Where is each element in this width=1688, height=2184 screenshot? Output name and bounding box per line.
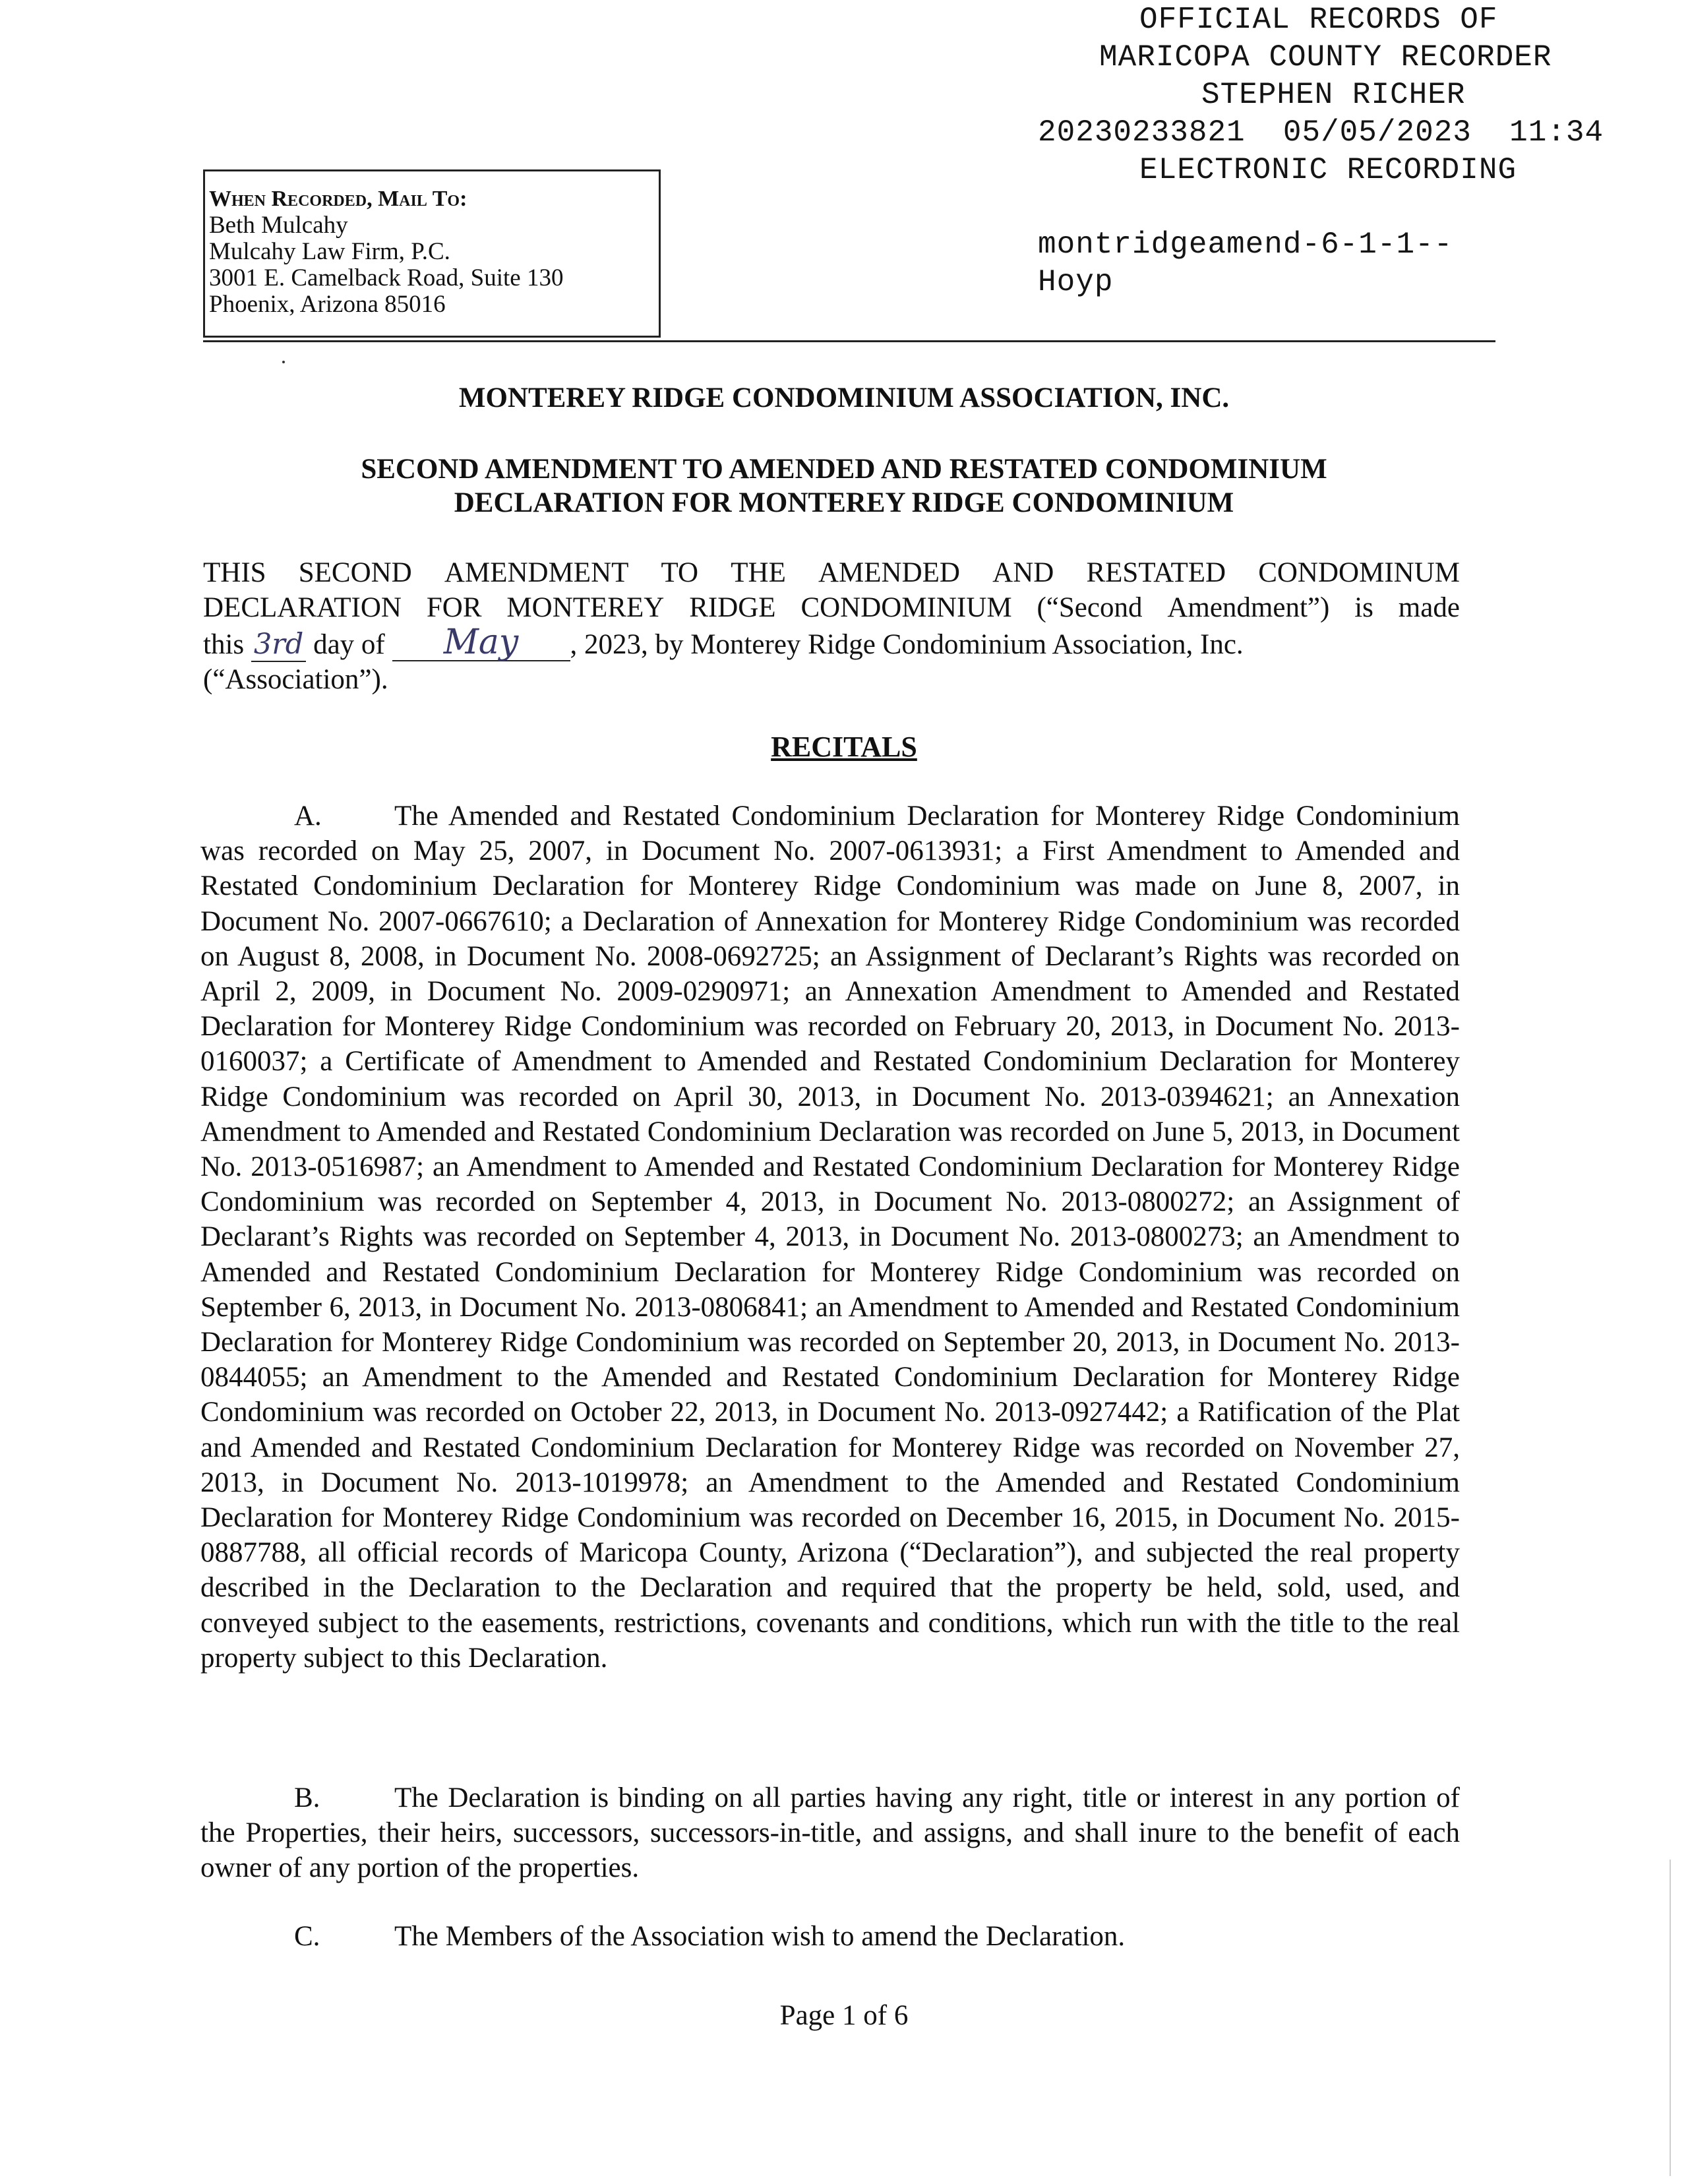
document-title-line-2: DECLARATION FOR MONTEREY RIDGE CONDOMINIUM [454, 487, 1234, 518]
intro-word: RIDGE [689, 592, 776, 623]
intro-line-1 [203, 555, 1460, 590]
stamp-line-3: STEPHEN RICHER [1201, 78, 1466, 112]
association-title: MONTEREY RIDGE CONDOMINIUM ASSOCIATION, INC. [458, 382, 1230, 413]
intro-word: TO [661, 557, 699, 588]
intro-line-2 [203, 590, 1460, 625]
file-reference-1: montridgeamend-6-1-1-- [1038, 228, 1453, 262]
recital-c-marker: C. [294, 1921, 320, 1952]
intro-word: FOR [426, 592, 482, 623]
recital-c [200, 1919, 1460, 1954]
document-title-line-1: SECOND AMENDMENT TO AMENDED AND RESTATED CONDOMINIUM [361, 454, 1327, 485]
intro-year-party: , 2023, by Monterey Ridge Condominium Association, Inc. [570, 629, 1244, 660]
intro-word: AMENDMENT [444, 557, 629, 588]
mail-to-firm: Mulcahy Law Firm, P.C. [209, 238, 450, 265]
scan-edge-mark [1670, 1860, 1671, 2176]
intro-word: AMENDED [818, 557, 960, 588]
intro-word: DECLARATION [203, 592, 402, 623]
page-number: Page 1 of 6 [779, 2000, 909, 2031]
intro-word: CONDOMINUM [1258, 557, 1460, 588]
intro-word: SECOND [298, 557, 412, 588]
stamp-recording-number: 20230233821 05/05/2023 11:34 [1038, 115, 1604, 150]
stamp-line-5: ELECTRONIC RECORDING [1139, 153, 1517, 187]
stamp-line-1: OFFICIAL RECORDS OF [1139, 3, 1498, 37]
intro-line-4 [203, 662, 1460, 697]
intro-word: THIS [203, 557, 266, 588]
recital-a [200, 799, 1460, 1676]
intro-word: RESTATED [1086, 557, 1226, 588]
recital-a-marker: A. [294, 801, 322, 832]
scan-speck [282, 361, 285, 363]
intro-word: AND [992, 557, 1054, 588]
recital-b-text: The Declaration is binding on all parties having any right, title or interest in any portion of the Properties, their heirs, successors, successors-in-title, and assigns, and shall inure to the benefit of each owner of any portion of the properties. [200, 1782, 1460, 1884]
recital-c-text: The Members of the Association wish to amend the Declaration. [394, 1921, 1126, 1952]
intro-line-3 [203, 622, 1460, 662]
recitals-heading: RECITALS [771, 731, 917, 763]
intro-word: MONTEREY [506, 592, 665, 623]
handwritten-month: May [392, 625, 570, 661]
intro-word: made [1398, 592, 1460, 623]
intro-word: (“Second [1037, 592, 1143, 623]
mail-to-box [203, 169, 661, 338]
recital-b-marker: B. [294, 1782, 320, 1813]
file-reference-2: Hoyp [1038, 265, 1114, 299]
mail-to-street: 3001 E. Camelback Road, Suite 130 [209, 264, 564, 291]
intro-word: CONDOMINIUM [800, 592, 1012, 623]
mail-to-city: Phoenix, Arizona 85016 [209, 291, 446, 318]
intro-word: is [1354, 592, 1373, 623]
recital-a-text: The Amended and Restated Condominium Declaration for Monterey Ridge Condominium was recorded on May 25, 2007, in Document No. 2007-0613931; a First Amendment to Amended and Restated Condominium Declaration for Monterey Ridge Condominium was made on June 8, 2007, in Document No. 2007-0667610; a Declaration of Annexation for Monterey Ridge Condominium was recorded on August 8, 2008, in Document No. 2008-0692725; an Assignment of Declarant’s Rights was recorded on April 2, 2009, in Document No. 2009-0290971; an Annexation Amendment to Amended and Restated Declaration for Monterey Ridge Condominium was recorded on February 20, 2013, in Document No. 2013-0160037; a Certificate of Amendment to Amended and Restated Condominium Declaration for Monterey Ridge Condominium was recorded on April 30, 2013, in Document No. 2013-0394621; an Annexation Amendment to Amended and Restated Condominium Declaration was recorded on June 5, 2013, in Document No. 2013-0516987; an Amendment to Amended and Restated Condominium Declaration for Monterey Ridge Condominium was recorded on September 4, 2013, in Document No. 2013-0800272; an Assignment of Declarant’s Rights was recorded on September 4, 2013, in Document No. 2013-0800273; an Amendment to Amended and Restated Condominium Declaration for Monterey Ridge Condominium was recorded on September 6, 2013, in Document No. 2013-0806841; an Amendment to Amended and Restated Condominium Declaration for Monterey Ridge Condominium was recorded on September 20, 2013, in Document No. 2013-0844055; an Amendment to the Amended and Restated Condominium Declaration for Monterey Ridge Condominium was recorded on October 22, 2013, in Document No. 2013-0927442; a Ratification of the Plat and Amended and Restated Condominium Declaration for Monterey Ridge was recorded on November 27, 2013, in Document No. 2013-1019978; an Amendment to the Amended and Restated Condominium Declaration for Monterey Ridge Condominium was recorded on December 16, 2015, in Document No. 2015-0887788, all official records of Maricopa County, Arizona (“Declaration”), and subjected the real property described in the Declaration to the Declaration and required that the property be held, sold, used, and conveyed subject to the easements, restrictions, covenants and conditions, which run with the title to the real property subject to this Declaration. [200, 801, 1460, 1674]
handwritten-day: 3rd [251, 628, 306, 662]
stamp-line-2: MARICOPA COUNTY RECORDER [1099, 40, 1552, 75]
mail-to-name: Beth Mulcahy [209, 212, 348, 239]
intro-day-of: day of [313, 629, 385, 660]
header-divider [203, 340, 1495, 342]
mail-to-heading: When Recorded, Mail To: [209, 187, 467, 211]
intro-paragraph [203, 555, 1460, 697]
intro-word: THE [731, 557, 786, 588]
intro-this: this [203, 629, 245, 660]
intro-association: (“Association”). [203, 664, 388, 695]
intro-word: Amendment”) [1167, 592, 1330, 623]
recital-b [200, 1780, 1460, 1886]
